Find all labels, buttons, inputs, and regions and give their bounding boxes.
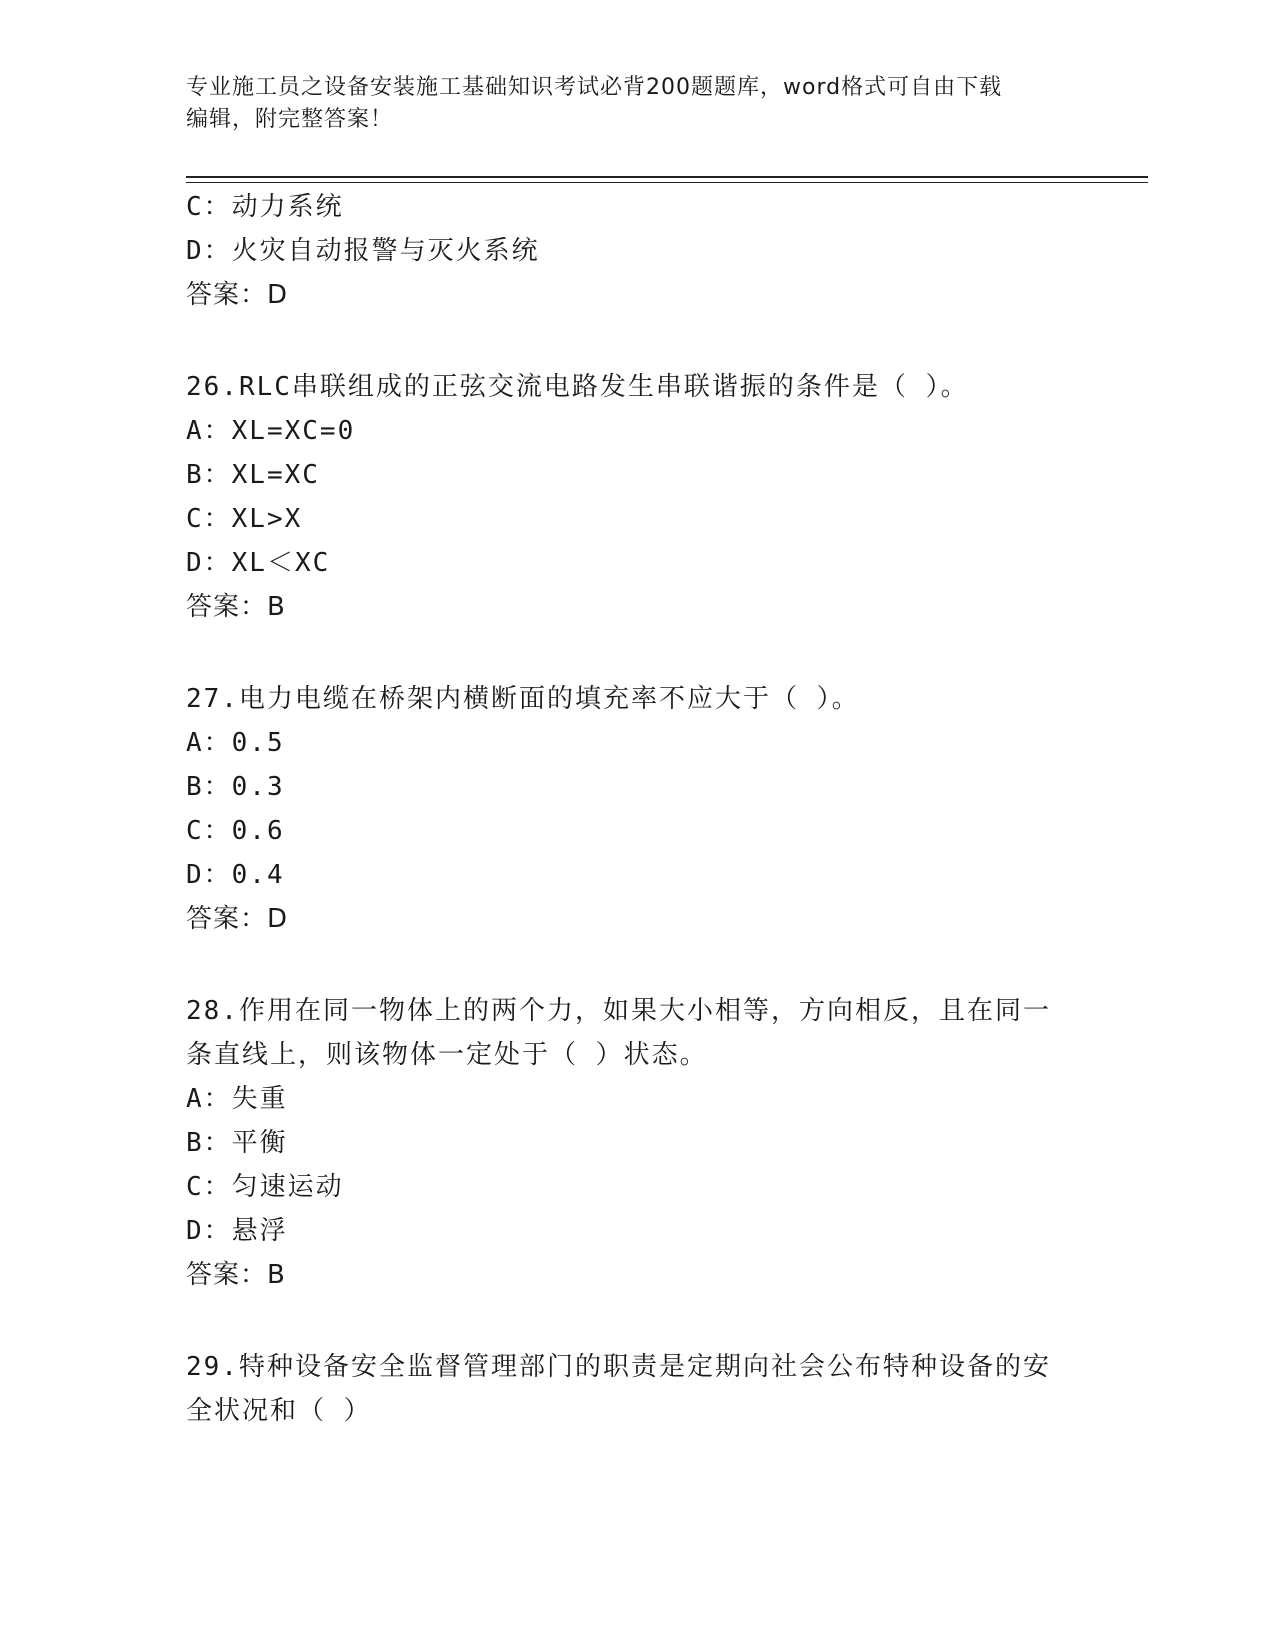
- option-line: B：0.3: [186, 772, 285, 802]
- question-text-continued: 条直线上，则该物体一定处于（ ）状态。: [186, 1040, 708, 1070]
- document-title-line-2: 编辑，附完整答案！: [186, 107, 394, 132]
- header-divider-thin: [186, 182, 1148, 183]
- option-line: A：XL=XC=0: [186, 416, 356, 446]
- question-text: 26.RLC串联组成的正弦交流电路发生串联谐振的条件是（ ）。: [186, 372, 969, 402]
- option-line: D：悬浮: [186, 1216, 288, 1246]
- question-text: 28.作用在同一物体上的两个力，如果大小相等，方向相反，且在同一: [186, 996, 1051, 1026]
- option-line: A：0.5: [186, 728, 285, 758]
- option-line: C：XL>X: [186, 504, 303, 534]
- option-line: C：动力系统: [186, 192, 344, 222]
- answer-line: 答案：D: [186, 280, 289, 310]
- option-line: B：平衡: [186, 1128, 288, 1158]
- answer-line: 答案：B: [186, 592, 286, 622]
- question-text: 27.电力电缆在桥架内横断面的填充率不应大于（ ）。: [186, 684, 860, 714]
- option-line: B：XL=XC: [186, 460, 320, 490]
- document-title-line-1: 专业施工员之设备安装施工基础知识考试必背200题题库，word格式可自由下载: [186, 75, 1003, 100]
- header-divider-thick: [186, 176, 1148, 178]
- answer-line: 答案：D: [186, 904, 289, 934]
- document-title: [186, 72, 1066, 136]
- option-line: D：火灾自动报警与灭火系统: [186, 236, 540, 266]
- question-text: 29.特种设备安全监督管理部门的职责是定期向社会公布特种设备的安: [186, 1352, 1051, 1382]
- option-line: D：0.4: [186, 860, 285, 890]
- option-line: D：XL＜XC: [186, 548, 331, 578]
- question-text-continued: 全状况和（ ）: [186, 1396, 372, 1426]
- option-line: A：失重: [186, 1084, 288, 1114]
- answer-line: 答案：B: [186, 1260, 286, 1290]
- option-line: C：匀速运动: [186, 1172, 344, 1202]
- option-line: C：0.6: [186, 816, 285, 846]
